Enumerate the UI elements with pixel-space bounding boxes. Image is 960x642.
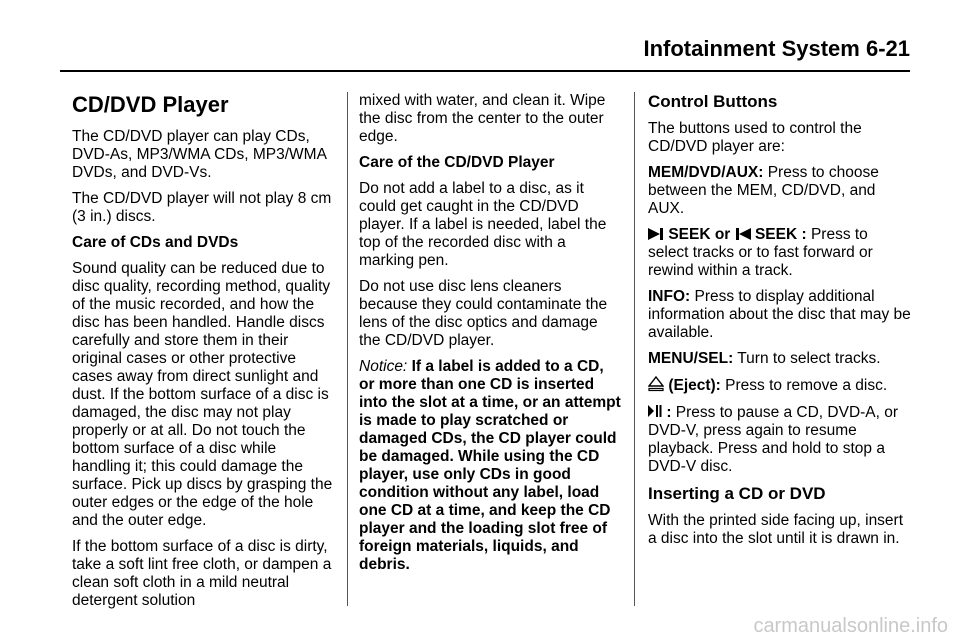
- paragraph: The buttons used to control the CD/DVD player are:: [648, 120, 862, 155]
- watermark: carmanualsonline.info: [753, 615, 948, 637]
- menu-sel-text: Turn to select tracks.: [737, 350, 881, 367]
- subheading-care-of-cds: Care of CDs and DVDs: [72, 234, 239, 251]
- mem-dvd-aux-entry: [648, 164, 912, 218]
- eject-entry: [648, 376, 912, 395]
- info-entry: [648, 288, 912, 342]
- eject-icon: [648, 376, 664, 392]
- mem-dvd-aux-text: Press to choose between the MEM, CD/DVD, and AUX.: [648, 164, 879, 217]
- paragraph: The CD/DVD player can play CDs, DVD-As, MP3/WMA CDs, MP3/WMA DVDs, and DVD-Vs.: [72, 128, 327, 181]
- notice-text: If a label is added to a CD, or more than one CD is inserted into the slot at a time, or an attempt is made to play scratched or damaged CDs, the CD player could be damaged. While using the CD player, use only CDs in good condition without any label, load one CD at a time, and keep the CD player and the loading slot free of foreign materials, liquids, and debris.: [359, 358, 621, 573]
- column-2: [359, 92, 623, 582]
- section-heading-cd-dvd-player: CD/DVD Player: [72, 92, 229, 117]
- seek-forward-icon: [648, 227, 664, 241]
- play-pause-label: :: [666, 404, 672, 421]
- seek-forward-label: SEEK or: [668, 226, 731, 243]
- seek-text: Press to select tracks or to fast forward or rewind within a track.: [648, 226, 873, 279]
- eject-label: (Eject):: [668, 377, 721, 394]
- notice-paragraph: [359, 358, 623, 574]
- menu-sel-label: MENU/SEL:: [648, 350, 734, 367]
- play-pause-icon: [648, 403, 662, 419]
- notice-label: Notice:: [359, 358, 408, 375]
- section-heading-control-buttons: Control Buttons: [648, 92, 778, 111]
- paragraph: With the printed side facing up, insert a disc into the slot until it is drawn in.: [648, 512, 904, 547]
- paragraph: Do not use disc lens cleaners because they could contaminate the lens of the disc optics and damage the CD/DVD player.: [359, 278, 608, 349]
- paragraph: Do not add a label to a disc, as it could get caught in the CD/DVD player. If a label is needed, label the top of the recorded disc with a marking pen.: [359, 180, 607, 269]
- play-pause-text: Press to pause a CD, DVD-A, or DVD-V, press again to resume playback. Press and hold to stop a DVD-V disc.: [648, 404, 899, 475]
- page-header-title: Infotainment System 6-21: [643, 36, 910, 61]
- column-1: [72, 88, 336, 618]
- column-divider-2: [634, 92, 635, 606]
- paragraph: The CD/DVD player will not play 8 cm (3 in.) discs.: [72, 190, 332, 225]
- seek-back-label: SEEK :: [754, 226, 807, 243]
- info-text: Press to display additional information about the disc that may be available.: [648, 288, 911, 341]
- menu-sel-entry: [648, 350, 912, 368]
- header-rule: [60, 70, 910, 72]
- play-pause-entry: [648, 403, 912, 476]
- section-heading-inserting: Inserting a CD or DVD: [648, 484, 826, 503]
- column-divider-1: [347, 92, 348, 606]
- column-3: [648, 88, 912, 556]
- mem-dvd-aux-label: MEM/DVD/AUX:: [648, 164, 764, 181]
- seek-back-icon: [735, 227, 751, 241]
- seek-entry: [648, 226, 912, 280]
- paragraph: If the bottom surface of a disc is dirty, take a soft lint free cloth, or dampen a clean soft cloth in a mild neutral detergent solution: [72, 538, 332, 609]
- eject-text: Press to remove a disc.: [725, 377, 888, 394]
- paragraph: Sound quality can be reduced due to disc quality, recording method, quality of the music recorded, and how the disc has been handled. Handle discs carefully and store them in their original cases or other protective cases away from direct sunlight and dust. If the bottom surface of a disc is damaged, the disc may not play properly or at all. Do not touch the bottom surface of a disc while handling it; this could damage the surface. Pick up discs by grasping the outer edges or the edge of the hole and the outer edge.: [72, 260, 333, 529]
- paragraph: mixed with water, and clean it. Wipe the disc from the center to the outer edge.: [359, 92, 606, 145]
- info-label: INFO:: [648, 288, 691, 305]
- subheading-care-of-player: Care of the CD/DVD Player: [359, 154, 555, 171]
